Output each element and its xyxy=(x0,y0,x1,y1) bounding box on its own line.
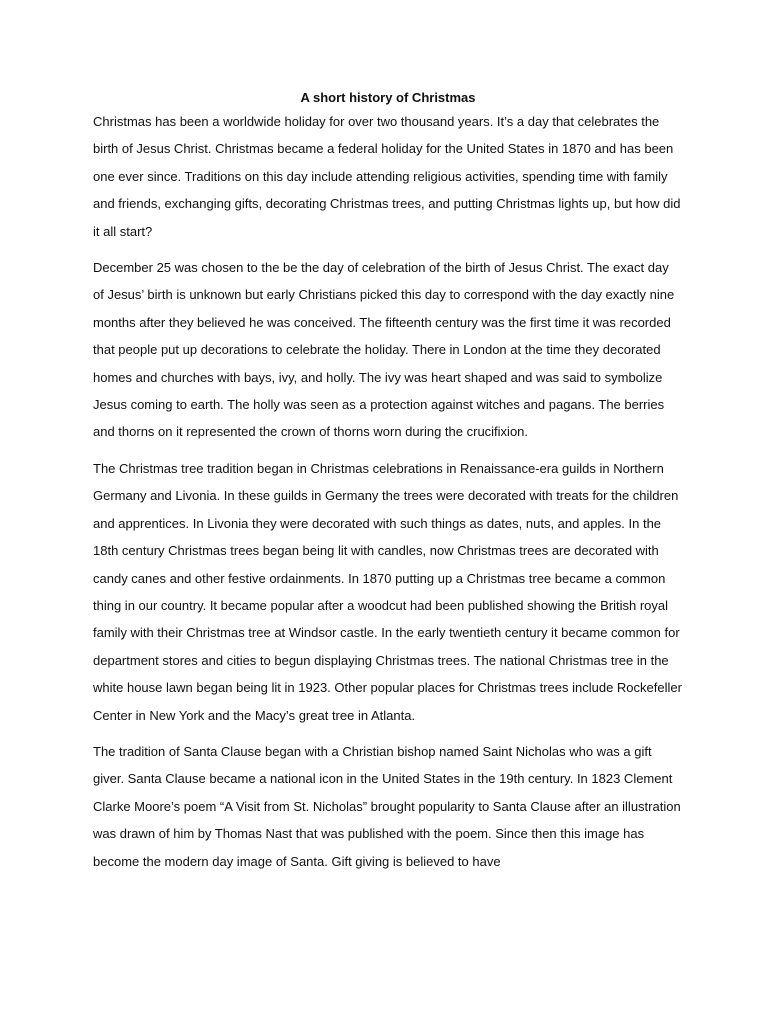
paragraph-december-25: December 25 was chosen to the be the day of celebration of the birth of Jesus Christ. The exact day of Jesus’ birth is unknown but early Christians picked this day to correspond with the day exactly nine months after they believed he was conceived. The fifteenth century was the first time it was recorded that people put up decorations to celebrate the holiday. There in London at the time they decorated homes and churches with bays, ivy, and holly. The ivy was heart shaped and was said to symbolize Jesus coming to earth. The holly was seen as a protection against witches and pagans. The berries and thorns on it represented the crown of thorns worn during the crucifixion. xyxy=(93,260,675,440)
document-title: A short history of Christmas xyxy=(300,90,476,105)
paragraph-christmas-tree: The Christmas tree tradition began in Christmas celebrations in Renaissance-era guilds in Northern Germany and Livonia. In these guilds in Germany the trees were decorated with treats for the children and apprentices. In Livonia they were decorated with such things as dates, nuts, and apples. In the 18th century Christmas trees began being lit with candles, now Christmas trees are decorated with candy canes and other festive ordainments. In 1870 putting up a Christmas tree became a common thing in our country. It became popular after a woodcut had been published showing the British royal family with their Christmas tree at Windsor castle. In the early twentieth century it became common for department stores and cities to begun displaying Christmas trees. The national Christmas tree in the white house lawn began being lit in 1923. Other popular places for Christmas trees include Rockefeller Center in New York and the Macy’s great tree in Atlanta. xyxy=(93,460,682,723)
document-body xyxy=(93,89,683,884)
paragraph-santa-clause: The tradition of Santa Clause began with a Christian bishop named Saint Nicholas who was a gift giver. Santa Clause became a national icon in the United States in the 19th century. In 1823 Clement Clarke Moore’s poem “A Visit from St. Nicholas” brought popularity to Santa Clause after an illustration was drawn of him by Thomas Nast that was published with the poem. Since then this image has become the modern day image of Santa. Gift giving is believed to have xyxy=(93,743,681,869)
paragraph-intro: Christmas has been a worldwide holiday for over two thousand years. It’s a day that celebrates the birth of Jesus Christ. Christmas became a federal holiday for the United States in 1870 and has been one ever since. Traditions on this day include attending religious activities, spending time with family and friends, exchanging gifts, decorating Christmas trees, and putting Christmas lights up, but how did it all start? xyxy=(93,114,681,239)
